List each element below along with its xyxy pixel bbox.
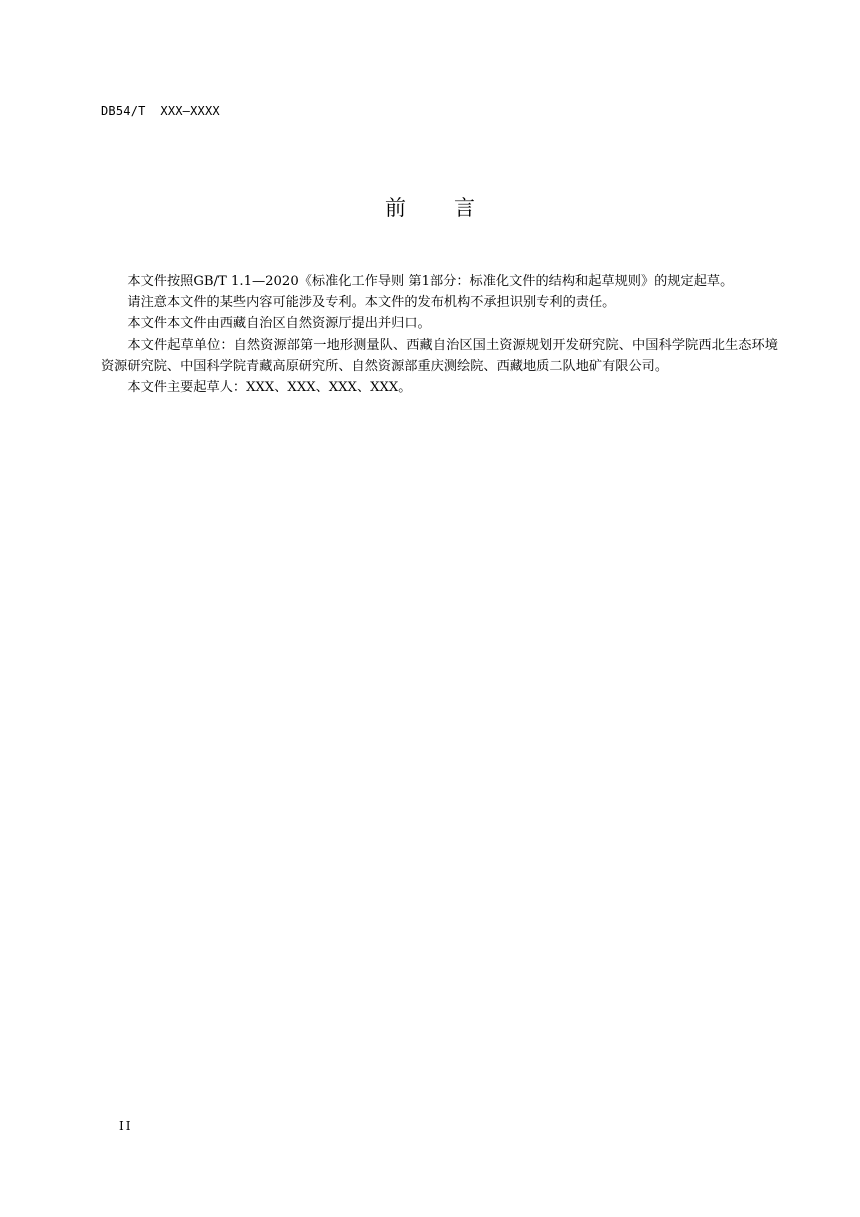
- foreword-paragraph-drafters: 本文件主要起草人：XXX、XXX、XXX、XXX。: [127, 380, 412, 396]
- foreword-paragraph-drafting-rules: 本文件按照GB/T 1.1—2020《标准化工作导则 第1部分：标准化文件的结构和起草规则》的规定起草。: [127, 274, 734, 289]
- page-title: 前言: [385, 196, 523, 220]
- document-code-header: DB54/T XXX—XXXX: [101, 104, 220, 118]
- foreword-paragraph-drafting-units: 本文件起草单位：自然资源部第一地形测量队、西藏自治区国土资源规划开发研究院、中国科学院西北生态环境资源研究院、中国科学院青藏高原研究所、自然资源部重庆测绘院、西藏地质二队地矿有限公司。: [101, 337, 778, 374]
- foreword-paragraph-patent-notice: 请注意本文件的某些内容可能涉及专利。本文件的发布机构不承担识别专利的责任。: [127, 295, 616, 311]
- page-number: II: [119, 1119, 133, 1133]
- foreword-paragraph-proposer: 本文件本文件由西藏自治区自然资源厅提出并归口。: [127, 316, 431, 332]
- foreword-body: [101, 271, 778, 398]
